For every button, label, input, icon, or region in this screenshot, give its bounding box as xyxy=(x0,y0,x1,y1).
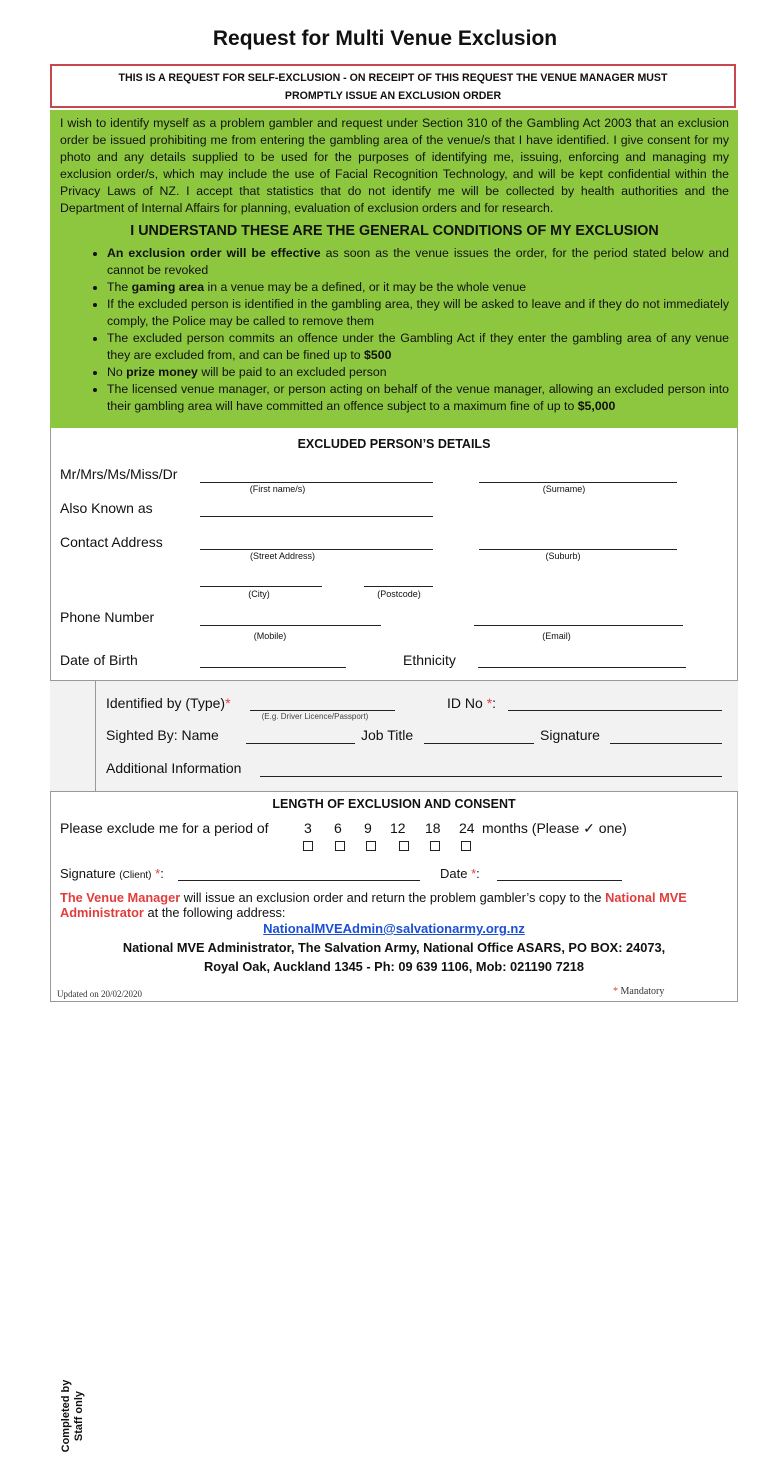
dob-field[interactable] xyxy=(200,667,346,668)
address-label: Contact Address xyxy=(60,534,163,550)
job-title-field[interactable] xyxy=(424,743,534,744)
additional-info-field[interactable] xyxy=(260,776,722,777)
staff-signature-field[interactable] xyxy=(610,743,722,744)
city-field[interactable] xyxy=(200,586,322,587)
condition-text: The excluded person commits an offence under the Gambling Act if they enter the gambling area of any venue they are excluded from, and can be fined up to xyxy=(107,331,729,362)
mve-admin-text: National MVE Administrator xyxy=(60,890,687,920)
suburb-field[interactable] xyxy=(479,549,677,550)
mobile-hint: (Mobile) xyxy=(253,631,287,641)
id-no-text: ID No xyxy=(447,695,487,711)
postal-address xyxy=(50,938,738,976)
client-signature-field[interactable] xyxy=(178,880,420,881)
staff-label-line-2: Staff only xyxy=(73,1390,85,1442)
address-line-2: Royal Oak, Auckland 1345 - Ph: 09 639 1106, Mob: 021190 7218 xyxy=(203,959,585,974)
condition-item xyxy=(107,296,729,330)
first-name-field[interactable] xyxy=(200,482,433,483)
months-label: months (Please ✓ one) xyxy=(482,820,627,836)
client-text: (Client) xyxy=(119,870,152,881)
condition-item xyxy=(107,364,729,381)
period-3-checkbox[interactable] xyxy=(303,841,313,851)
additional-info-label: Additional Information xyxy=(106,760,242,776)
condition-item xyxy=(107,330,729,364)
mandatory-star: * xyxy=(225,695,231,711)
id-type-hint: (E.g. Driver Licence/Passport) xyxy=(261,712,369,721)
condition-text: The xyxy=(107,280,132,294)
conditions-heading: I UNDERSTAND THESE ARE THE GENERAL CONDITIONS OF MY EXCLUSION xyxy=(130,223,659,239)
condition-text: The licensed venue manager, or person acting on behalf of the venue manager, allowing an excluded person into their gambling area will have committed an offence subject to a maximum fine of up to xyxy=(107,382,729,413)
dob-label: Date of Birth xyxy=(60,652,138,668)
condition-bold: An exclusion order will be effective xyxy=(107,246,321,260)
self-exclusion-notice xyxy=(50,64,736,108)
mandatory-text: Mandatory xyxy=(620,986,665,997)
street-hint: (Street Address) xyxy=(249,551,316,561)
condition-text: as soon as the venue issues the order, for the period stated below and cannot be revoked xyxy=(107,246,729,277)
staff-signature-label: Signature xyxy=(540,727,600,743)
condition-item xyxy=(107,381,729,415)
suburb-hint: (Suburb) xyxy=(545,551,581,561)
period-3-label: 3 xyxy=(304,820,312,836)
venue-manager-notice xyxy=(60,890,732,920)
staff-label-line-1: Completed by xyxy=(60,1379,72,1453)
condition-text: will be paid to an excluded person xyxy=(197,365,387,379)
condition-item xyxy=(107,245,729,279)
aka-label: Also Known as xyxy=(60,500,153,516)
name-label: Mr/Mrs/Ms/Miss/Dr xyxy=(60,466,178,482)
signature-text: Signature xyxy=(60,866,116,881)
address-line-1: National MVE Administrator, The Salvation Army, National Office ASARS, PO BOX: 24073, xyxy=(122,940,666,955)
id-no-label: ID No *: xyxy=(447,695,497,711)
period-6-label: 6 xyxy=(334,820,342,836)
sighted-by-label: Sighted By: Name xyxy=(106,727,219,743)
period-6-checkbox[interactable] xyxy=(335,841,345,851)
conditions-list xyxy=(60,245,729,415)
intro-paragraph: I wish to identify myself as a problem gambler and request under Section 310 of the Gambling Act 2003 that an exclusion order be issued prohibiting me from entering the gambling area of the venue/s that I have identified. I give consent for my photo and any details supplied to be used for the purposes of identifying me, issuing, enforcing and managing my exclusion order/s, which may include the use of Facial Recognition Technology, and will be kept confidential within the Privacy Laws of NZ. I accept that statistics that do not identify me will be collected by health authorities and the Department of Internal Affairs for planning, evaluation of exclusion orders and for research. xyxy=(60,116,729,215)
first-name-hint: (First name/s) xyxy=(249,484,306,494)
email-hint: (Email) xyxy=(542,631,571,641)
mandatory-star: * xyxy=(471,866,477,881)
exclusion-heading: LENGTH OF EXCLUSION AND CONSENT xyxy=(272,797,516,811)
mandatory-star: * xyxy=(613,986,618,997)
mandatory-star: * xyxy=(155,866,161,881)
period-24-label: 24 xyxy=(459,820,475,836)
city-hint: (City) xyxy=(248,589,270,599)
street-address-field[interactable] xyxy=(200,549,433,550)
id-type-field[interactable] xyxy=(250,710,395,711)
period-24-checkbox[interactable] xyxy=(461,841,471,851)
period-18-checkbox[interactable] xyxy=(430,841,440,851)
sighted-name-field[interactable] xyxy=(246,743,355,744)
date-text: Date xyxy=(440,866,468,881)
date-label: Date *: xyxy=(440,866,480,881)
identified-by-text: Identified by (Type) xyxy=(106,695,226,711)
condition-bold: $500 xyxy=(364,348,392,362)
date-field[interactable] xyxy=(497,880,622,881)
period-18-label: 18 xyxy=(425,820,441,836)
condition-text: No xyxy=(107,365,127,379)
period-9-label: 9 xyxy=(364,820,372,836)
updated-date: Updated on 20/02/2020 xyxy=(57,989,142,999)
client-signature-label: Signature (Client) *: xyxy=(60,866,164,881)
page-title: Request for Multi Venue Exclusion xyxy=(212,27,558,50)
mandatory-legend xyxy=(613,986,664,997)
mobile-field[interactable] xyxy=(200,625,381,626)
job-title-label: Job Title xyxy=(361,727,414,743)
email-row xyxy=(0,921,770,936)
notice-text: will issue an exclusion order and return the problem gambler’s copy to the xyxy=(180,890,606,905)
period-9-checkbox[interactable] xyxy=(366,841,376,851)
condition-bold: gaming area xyxy=(131,280,205,294)
venue-manager-text: The Venue Manager xyxy=(60,890,181,905)
period-12-checkbox[interactable] xyxy=(399,841,409,851)
aka-field[interactable] xyxy=(200,516,433,517)
notice-line-1: THIS IS A REQUEST FOR SELF-EXCLUSION - ON RECEIPT OF THIS REQUEST THE VENUE MANAGER MUST xyxy=(118,72,668,84)
notice-text-end: at the following address: xyxy=(143,905,286,920)
condition-text: If the excluded person is identified in the gambling area, they will be asked to leave and if they do not immediately comply, the Police may be called to remove them xyxy=(107,297,729,328)
period-12-label: 12 xyxy=(390,820,406,836)
postcode-hint: (Postcode) xyxy=(377,589,421,599)
mandatory-star: * xyxy=(486,695,493,711)
postcode-field[interactable] xyxy=(364,586,433,587)
staff-only-label xyxy=(60,1366,86,1466)
ethnicity-label: Ethnicity xyxy=(403,652,456,668)
condition-item xyxy=(107,279,729,296)
surname-field[interactable] xyxy=(479,482,677,483)
exclusion-prompt: Please exclude me for a period of xyxy=(60,820,269,836)
details-heading: EXCLUDED PERSON’S DETAILS xyxy=(297,437,491,451)
identified-by-label xyxy=(106,695,231,711)
ethnicity-field[interactable] xyxy=(478,667,686,668)
condition-text: in a venue may be a defined, or it may be the whole venue xyxy=(204,280,527,294)
id-number-field[interactable] xyxy=(508,710,722,711)
condition-bold: prize money xyxy=(126,365,198,379)
admin-email-link[interactable]: NationalMVEAdmin@salvationarmy.org.nz xyxy=(263,921,525,936)
phone-label: Phone Number xyxy=(60,609,155,625)
email-field[interactable] xyxy=(474,625,683,626)
surname-hint: (Surname) xyxy=(542,484,586,494)
notice-line-2: PROMPTLY ISSUE AN EXCLUSION ORDER xyxy=(284,90,502,102)
condition-bold: $5,000 xyxy=(577,399,616,413)
